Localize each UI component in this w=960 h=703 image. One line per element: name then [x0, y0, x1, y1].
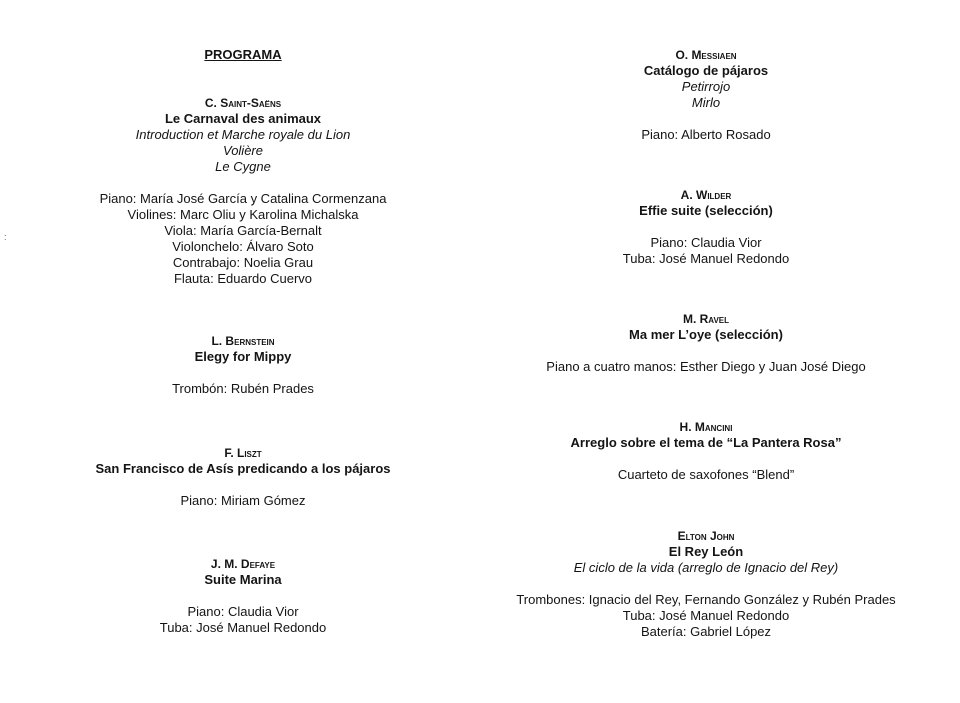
work-title: Effie suite (selección): [639, 203, 773, 218]
composer-name: C. Saint-Saëns: [204, 96, 282, 110]
work-title: San Francisco de Asís predicando a los pájaros: [95, 461, 391, 476]
performer-line: Piano: María José García y Catalina Cormenzana: [99, 191, 387, 206]
work-title: Arreglo sobre el tema de “La Pantera Rosa”: [570, 435, 842, 450]
movement-line: Petirrojo: [681, 79, 731, 94]
composer-name: Elton John: [677, 529, 735, 543]
composer-name: F. Liszt: [224, 446, 262, 460]
performer-line: Piano: Miriam Gómez: [180, 493, 306, 508]
program-heading: PROGRAMA: [204, 47, 282, 62]
performer-line: Contrabajo: Noelia Grau: [172, 255, 314, 270]
work-title: Catálogo de pájaros: [643, 63, 769, 78]
spacer: [78, 175, 408, 191]
piece-right-5: [491, 528, 921, 640]
composer-name: H. Mancini: [679, 420, 733, 434]
spacer: [491, 111, 921, 127]
work-title: Elegy for Mippy: [194, 349, 292, 364]
work-title: Ma mer L’oye (selección): [629, 327, 783, 342]
piece-left-4: [78, 556, 408, 636]
piece-right-4: [491, 419, 921, 483]
piece-right-2: [491, 187, 921, 267]
piece-left-3: [78, 445, 408, 509]
performer-line: Violonchelo: Álvaro Soto: [172, 239, 314, 254]
performer-line: Tuba: José Manuel Redondo: [622, 251, 790, 266]
composer-name: M. Ravel: [682, 312, 730, 326]
performer-line: Piano: Alberto Rosado: [641, 127, 771, 142]
movement-line: Introduction et Marche royale du Lion: [135, 127, 351, 142]
composer-name: J. M. Defaye: [210, 557, 276, 571]
movement-line: Le Cygne: [215, 159, 271, 174]
performer-line: Violines: Marc Oliu y Karolina Michalska: [127, 207, 359, 222]
composer-name: O. Messiaen: [675, 48, 737, 62]
performer-line: Cuarteto de saxofones “Blend”: [617, 467, 795, 482]
work-title: Suite Marina: [204, 572, 282, 587]
piece-left-1: [78, 95, 408, 287]
performer-line: Piano: Claudia Vior: [187, 604, 299, 619]
spacer: [78, 477, 408, 493]
performer-line: Batería: Gabriel López: [640, 624, 772, 639]
spacer: [78, 365, 408, 381]
composer-name: A. Wilder: [680, 188, 732, 202]
scan-speck-mark: :: [4, 232, 7, 242]
movement-line: Volière: [223, 143, 263, 158]
spacer: [491, 451, 921, 467]
performer-line: Tuba: José Manuel Redondo: [622, 608, 790, 623]
composer-name: L. Bernstein: [211, 334, 275, 348]
performer-line: Trombón: Rubén Prades: [172, 381, 314, 396]
spacer: [491, 576, 921, 592]
piece-right-3: [491, 311, 921, 375]
performer-line: Flauta: Eduardo Cuervo: [173, 271, 313, 286]
piece-left-2: [78, 333, 408, 397]
movement-line: Mirlo: [691, 95, 721, 110]
performer-line: Piano a cuatro manos: Esther Diego y Juan José Diego: [546, 359, 866, 374]
movement-line: El ciclo de la vida (arreglo de Ignacio del Rey): [573, 560, 839, 575]
work-title: Le Carnaval des animaux: [164, 111, 322, 126]
piece-right-1: [491, 47, 921, 143]
performer-line: Piano: Claudia Vior: [650, 235, 762, 250]
performer-line: Trombones: Ignacio del Rey, Fernando González y Rubén Prades: [516, 592, 896, 607]
spacer: [491, 343, 921, 359]
performer-line: Viola: María García-Bernalt: [164, 223, 322, 238]
spacer: [78, 588, 408, 604]
performer-line: Tuba: José Manuel Redondo: [159, 620, 327, 635]
spacer: [491, 219, 921, 235]
work-title: El Rey León: [668, 544, 744, 559]
